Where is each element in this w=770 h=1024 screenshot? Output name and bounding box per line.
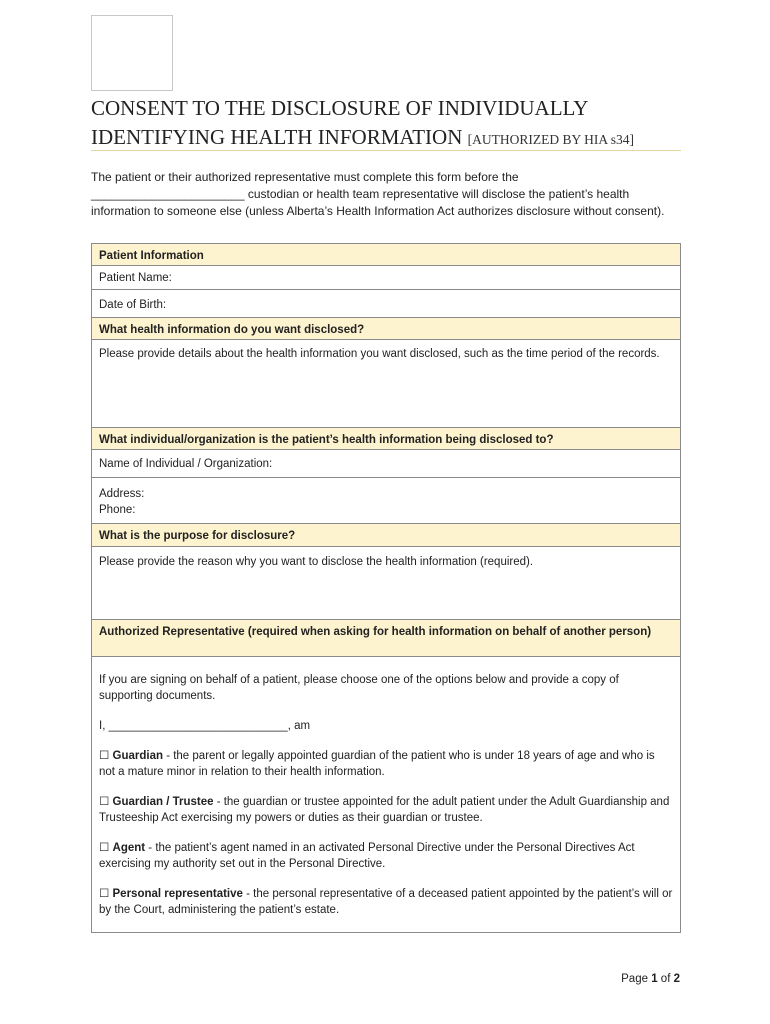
page-of: of	[657, 973, 674, 985]
guardian-trustee-checkbox[interactable]: ☐	[99, 796, 110, 808]
representative-body	[92, 657, 680, 932]
title-line-2: IDENTIFYING HEALTH INFORMATION	[91, 125, 463, 149]
authorization-note: [AUTHORIZED BY HIA s34]	[467, 132, 634, 147]
patient-name-field[interactable]	[92, 266, 680, 290]
section-title: What health information do you want disclosed?	[99, 324, 365, 336]
section-header-purpose	[92, 524, 680, 547]
section-title: What individual/organization is the patient’s health information being disclosed to?	[99, 434, 554, 446]
option-guardian	[99, 748, 673, 780]
title-line-1: CONSENT TO THE DISCLOSURE OF INDIVIDUALLY	[91, 96, 589, 120]
page-number	[621, 973, 680, 985]
section-title: Authorized Representative (required when asking for health information on behalf of another person)	[99, 626, 652, 638]
recipient-name-field[interactable]	[92, 450, 680, 478]
intro-line-2: custodian or health team representative will disclose the patient’s health information to someone else (unless Alberta’s Health Information Act authorizes disclosure without consent).	[91, 187, 665, 218]
date-of-birth-field[interactable]	[92, 290, 680, 318]
address-label: Address:	[99, 488, 145, 500]
option-title: Guardian / Trustee	[112, 796, 214, 808]
field-label: Please provide the reason why you want to disclose the health information (required).	[99, 556, 534, 568]
option-description: - the patient’s agent named in an activated Personal Directive under the Personal Directives Act exercising my authority set out in the Personal Directive.	[99, 842, 635, 870]
field-label: Name of Individual / Organization:	[99, 458, 273, 470]
option-title: Guardian	[112, 750, 163, 762]
field-label: Date of Birth:	[99, 299, 167, 311]
page-title	[91, 94, 681, 154]
section-title: What is the purpose for disclosure?	[99, 530, 296, 542]
i-am-prefix: I,	[99, 720, 109, 732]
option-title: Agent	[112, 842, 146, 854]
field-label: Patient Name:	[99, 272, 172, 284]
page-prefix: Page	[621, 973, 652, 985]
logo-placeholder	[91, 15, 173, 91]
option-agent	[99, 840, 673, 872]
representative-name-blank[interactable]: ____________________________	[108, 720, 288, 732]
i-am-line	[99, 718, 673, 734]
page-current: 1	[651, 973, 658, 985]
phone-label: Phone:	[99, 504, 136, 516]
agent-checkbox[interactable]: ☐	[99, 842, 110, 854]
field-label: Please provide details about the health information you want disclosed, such as the time period of the records.	[99, 348, 660, 360]
representative-instructions: If you are signing on behalf of a patient, please choose one of the options below and provide a copy of supporting documents.	[99, 674, 619, 702]
intro-line-1: The patient or their authorized representative must complete this form before the	[91, 170, 519, 184]
section-header-representative	[92, 620, 680, 657]
option-description: - the parent or legally appointed guardian of the patient who is under 18 years of age and who is not a mature minor in relation to their health information.	[99, 750, 655, 778]
custodian-blank[interactable]: _______________________	[91, 187, 245, 201]
section-title: Patient Information	[99, 250, 204, 262]
section-header-health-info	[92, 318, 680, 340]
page-total: 2	[673, 973, 680, 985]
recipient-address-phone-field[interactable]	[92, 478, 680, 524]
option-personal-representative	[99, 886, 673, 918]
health-info-details-field[interactable]	[92, 340, 680, 428]
title-divider	[91, 150, 681, 151]
intro-paragraph	[91, 169, 681, 220]
option-guardian-trustee	[99, 794, 673, 826]
option-description: - the guardian or trustee appointed for the adult patient under the Adult Guardianship and Trusteeship Act exercising my powers or duties as their guardian or trustee.	[99, 796, 670, 824]
personal-representative-checkbox[interactable]: ☐	[99, 888, 110, 900]
option-description: - the personal representative of a deceased patient appointed by the patient’s will or by the Court, administering the patient’s estate.	[99, 888, 673, 916]
purpose-reason-field[interactable]	[92, 547, 680, 620]
section-header-recipient	[92, 428, 680, 450]
i-am-suffix: , am	[287, 720, 311, 732]
consent-form-table	[91, 243, 681, 933]
option-title: Personal representative	[112, 888, 243, 900]
guardian-checkbox[interactable]: ☐	[99, 750, 110, 762]
section-header-patient-info	[92, 244, 680, 266]
